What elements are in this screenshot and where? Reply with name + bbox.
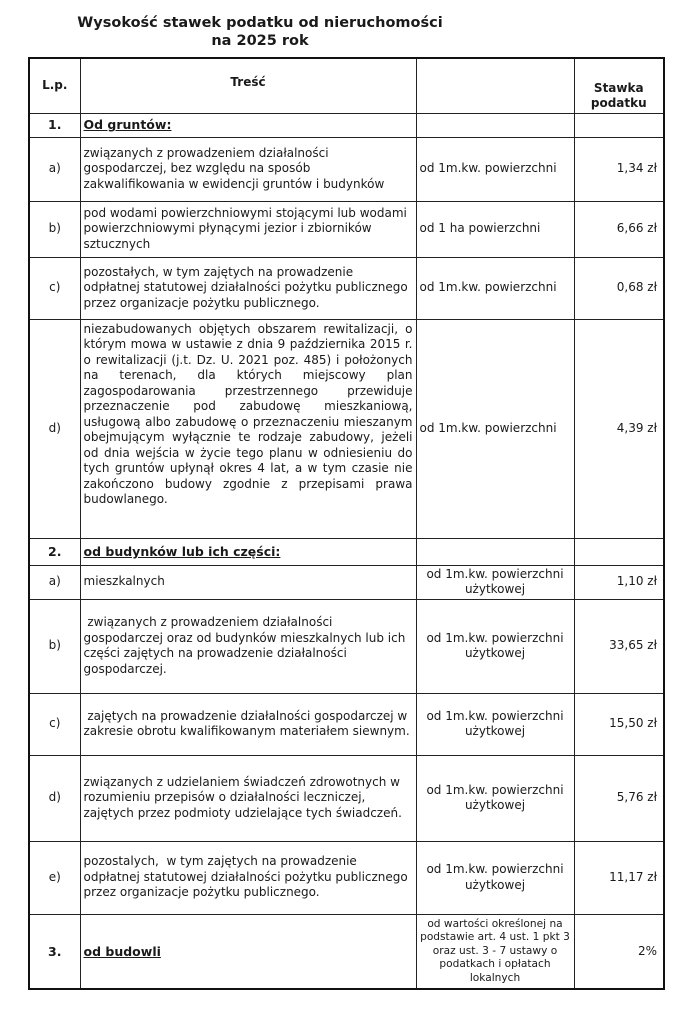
table-row [29,841,664,914]
row-basis: od 1m.kw. powierzchni użytkowej [416,693,574,755]
row-rate: 2% [574,914,664,989]
empty-cell [574,538,664,565]
row-rate: 1,10 zł [574,565,664,599]
section-row [29,113,664,137]
row-text: mieszkalnych [80,565,416,599]
section-label: Od gruntów: [80,113,416,137]
empty-cell [416,538,574,565]
section-label: od budynków lub ich części: [80,538,416,565]
table-row [29,693,664,755]
section-number: 2. [29,538,80,565]
table-row [29,201,664,257]
row-rate: 4,39 zł [574,319,664,538]
tax-rates-table [28,57,665,990]
row-letter: d) [29,755,80,841]
row-text: związanych z prowadzeniem działalności gospodarczej oraz od budynków mieszkalnych lub ich części zajętych na prowadzenie działalności gospodarczej. [80,599,416,693]
section-label: od budowli [80,914,416,989]
table-row [29,137,664,201]
row-basis: od 1m.kw. powierzchni użytkowej [416,565,574,599]
row-text: zajętych na prowadzenie działalności gospodarczej w zakresie obrotu kwalifikowanym materiałem siewnym. [80,693,416,755]
header-rate-label: Stawka podatku [590,80,647,110]
row-rate: 5,76 zł [574,755,664,841]
table-row [29,599,664,693]
row-basis: od 1m.kw. powierzchni użytkowej [416,755,574,841]
document-title [0,14,520,50]
row-basis: od 1m.kw. powierzchni [416,137,574,201]
row-basis: od 1m.kw. powierzchni [416,257,574,319]
row-letter: a) [29,565,80,599]
row-letter: d) [29,319,80,538]
row-letter: b) [29,599,80,693]
row-text: związanych z udzielaniem świadczeń zdrowotnych w rozumieniu przepisów o działalności leczniczej, zajętych przez podmioty udzielające tych świadczeń. [80,755,416,841]
row-letter: a) [29,137,80,201]
section-number: 3. [29,914,80,989]
row-text: pozostalych, w tym zajętych na prowadzenie odpłatnej statutowej działalności pożytku publicznego przez organizacje pożytku publicznego. [80,841,416,914]
header-lp: L.p. [29,58,80,113]
row-rate: 6,66 zł [574,201,664,257]
empty-cell [574,113,664,137]
row-letter: b) [29,201,80,257]
row-rate: 15,50 zł [574,693,664,755]
row-rate: 11,17 zł [574,841,664,914]
header-basis [416,58,574,113]
row-text: pozostałych, w tym zajętych na prowadzenie odpłatnej statutowej działalności pożytku publicznego przez organizacje pożytku publicznego. [80,257,416,319]
table-row [29,565,664,599]
row-basis: od 1 ha powierzchni [416,201,574,257]
row-text: pod wodami powierzchniowymi stojącymi lub wodami powierzchniowymi płynącymi jezior i zbiorników sztucznych [80,201,416,257]
row-rate: 1,34 zł [574,137,664,201]
table-row [29,755,664,841]
row-letter: c) [29,257,80,319]
section-number: 1. [29,113,80,137]
table-header-row [29,58,664,113]
table-row [29,319,664,538]
header-content: Treść [80,58,416,113]
row-text: związanych z prowadzeniem działalności gospodarczej, bez względu na sposób zakwalifikowania w ewidencji gruntów i budynków [80,137,416,201]
row-letter: e) [29,841,80,914]
row-basis: od 1m.kw. powierzchni [416,319,574,538]
table-row [29,257,664,319]
row-basis: od 1m.kw. powierzchni użytkowej [416,841,574,914]
row-text: niezabudowanych objętych obszarem rewitalizacji, o którym mowa w ustawie z dnia 9 października 2015 r. o rewitalizacji (j.t. Dz. U. 2021 poz. 485) i położonych na terenach, dla których miejscowy plan zagospodarowania przestrzennego przewiduje przeznaczenie pod zabudowę mieszkaniową, usługową albo zabudowę o przeznaczeniu mieszanym obejmującym wyłącznie te rodzaje zabudowy, jeżeli od dnia wejścia w życie tego planu w odniesieniu do tych gruntów upłynął okres 4 lat, a w tym czasie nie zakończono budowy zgodnie z przepisami prawa budowlanego. [80,319,416,538]
row-basis: od wartości określonej na podstawie art. 4 ust. 1 pkt 3 oraz ust. 3 - 7 ustawy o podatkach i opłatach lokalnych [416,914,574,989]
row-letter: c) [29,693,80,755]
title-line-1: Wysokość stawek podatku od nieruchomości [77,15,443,31]
title-line-2: na 2025 rok [211,33,309,49]
empty-cell [416,113,574,137]
row-basis: od 1m.kw. powierzchni użytkowej [416,599,574,693]
row-rate: 0,68 zł [574,257,664,319]
row-rate: 33,65 zł [574,599,664,693]
header-rate [574,58,664,113]
section-row [29,914,664,989]
section-row [29,538,664,565]
